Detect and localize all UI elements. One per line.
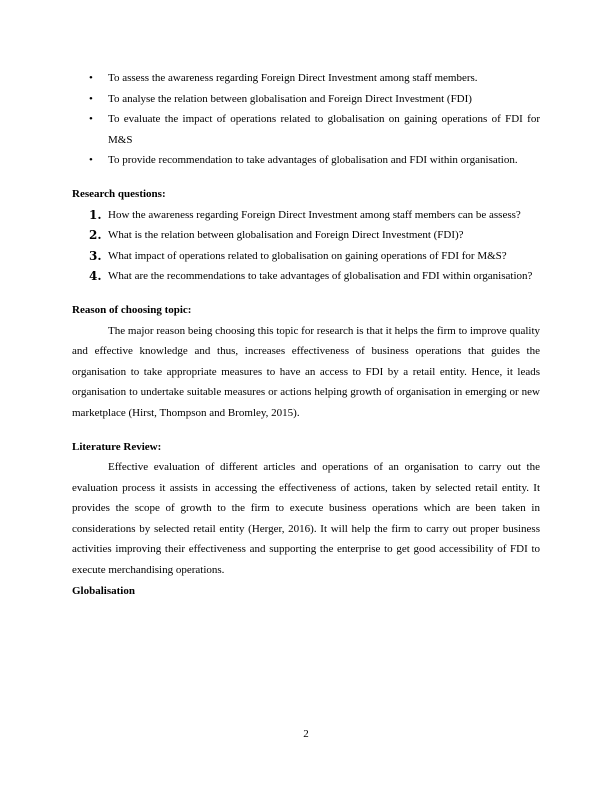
question-item [72,266,540,287]
question-number: 2. [89,228,102,243]
question-text: What is the relation between globalisation and Foreign Direct Investment (FDI)? [108,229,464,242]
question-text: What impact of operations related to globalisation on gaining operations of FDI for M&S? [108,249,507,262]
question-number: 4. [89,269,102,284]
question-number: 1. [89,207,102,222]
literature-review-heading: Literature Review: [72,440,162,453]
objective-item [72,150,540,171]
objective-text: To assess the awareness regarding Foreign Direct Investment among staff members. [108,72,478,84]
question-number: 3. [89,248,102,263]
objective-text: To evaluate the impact of operations related to globalisation on gaining operations of FDI for M&S [108,113,540,146]
question-item [72,225,540,246]
bullet-icon: • [89,72,93,84]
page-content [72,68,540,601]
reason-paragraph: The major reason being choosing this topic for research is that it helps the firm to improve quality and effective knowledge and thus, increases effectiveness of business operations that guides the organisation to take appropriate measures to have an access to FDI by a retail entity. Hence, it leads organisation to undertake suitable measures or actions helping growth of organisation in emerging or new marketplace (Hirst, Thompson and Bromley, 2015). [72,324,540,419]
research-questions-list [72,205,540,287]
bullet-icon: • [89,154,93,167]
question-text: How the awareness regarding Foreign Direct Investment among staff members can be assess? [108,208,521,221]
page-number: 2 [303,728,309,740]
reason-heading: Reason of choosing topic: [72,303,192,316]
question-item [72,205,540,226]
research-questions-heading: Research questions: [72,187,166,200]
objective-item [72,89,540,110]
objective-item [72,109,540,150]
objective-text: To provide recommendation to take advantages of globalisation and FDI within organisation. [108,154,518,167]
bullet-icon: • [89,113,93,126]
question-text: What are the recommendations to take advantages of globalisation and FDI within organisation? [108,270,533,283]
objective-item [72,68,540,89]
objectives-list [72,68,540,171]
question-item [72,246,540,267]
globalisation-heading: Globalisation [72,584,135,597]
literature-review-paragraph: Effective evaluation of different articles and operations of an organisation to carry out the evaluation process it assists in accessing the effectiveness of actions, taken by selected retail entity. It provides the scope of growth to the firm to execute business operations which are been taken in considerations by selected retail entity (Herger, 2016). It will help the firm to carry out proper business activities improving their effectiveness and supporting the enterprise to get good accessibility of FDI to execute merchandising operations. [72,461,540,577]
bullet-icon: • [89,92,93,105]
objective-text: To analyse the relation between globalisation and Foreign Direct Investment (FDI) [108,92,472,105]
